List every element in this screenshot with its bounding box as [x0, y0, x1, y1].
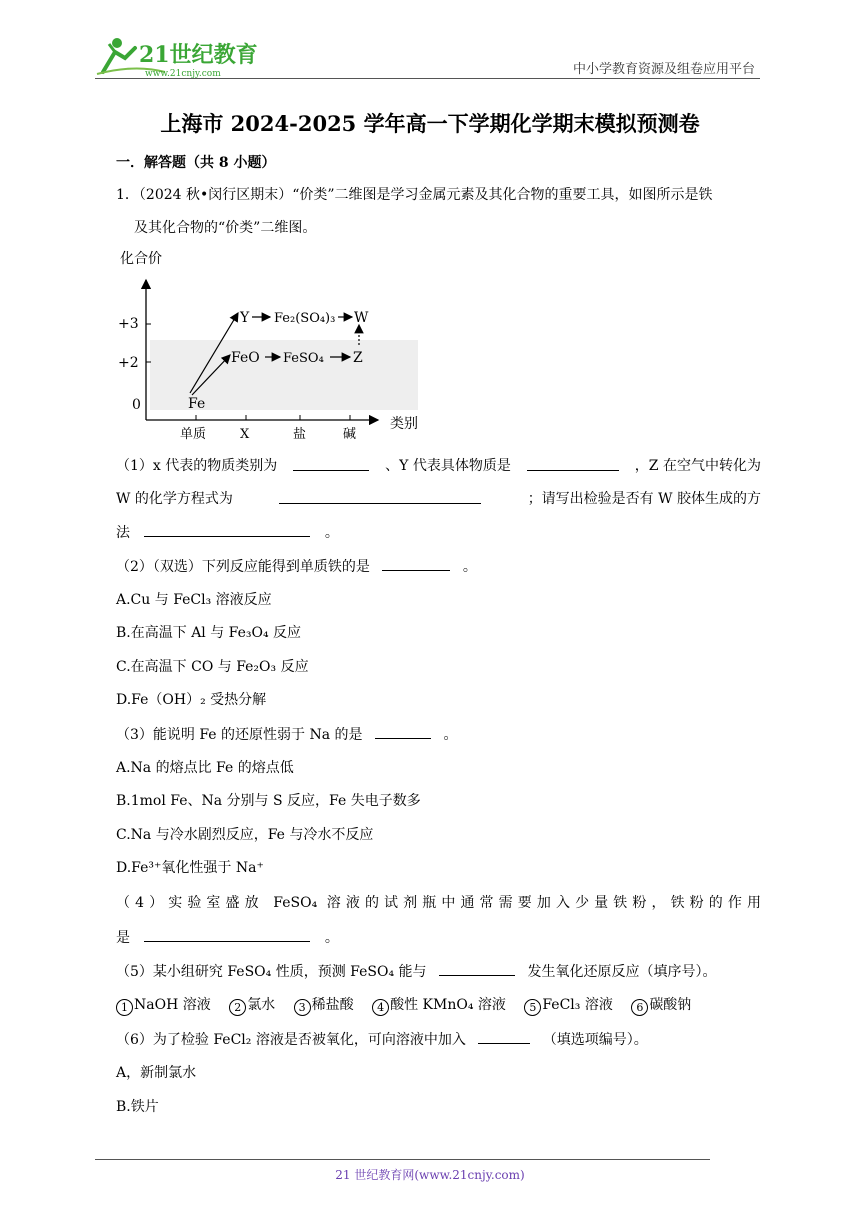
q1-part2-option-a: A.Cu 与 FeCl₃ 溶液反应: [116, 592, 272, 608]
q1-part3-stem: [116, 724, 457, 745]
y-tick-label: +2: [118, 355, 139, 371]
header-platform-text: 中小学教育资源及组卷应用平台: [572, 62, 755, 77]
q1-part2-option-b: B.在高温下 Al 与 Fe₃O₄ 反应: [116, 625, 302, 641]
q1-part1-line3: [116, 522, 339, 543]
y-axis-title: 化合价: [120, 251, 162, 267]
q1-part1-text: （1）x 代表的物质类别为: [116, 458, 278, 474]
answer-blank-part5[interactable]: [439, 961, 515, 976]
x-tick-label: 单质: [180, 427, 207, 442]
q1-part5-option: 氯水: [247, 997, 276, 1013]
q1-part4-line1: （4）实验室盛放 FeSO₄ 溶液的试剂瓶中通常需要加入少量铁粉，铁粉的作用: [116, 895, 761, 911]
logo-url: www.21cnjy.com: [145, 69, 221, 79]
q1-part4-line2: [116, 927, 339, 948]
option-number-badge: 6: [631, 999, 648, 1016]
x-tick-label: 碱: [343, 427, 357, 442]
q1-part1-text: ，Z 在空气中转化为: [634, 458, 761, 474]
node-w: W: [354, 310, 369, 326]
q1-part1-text: 。: [324, 525, 339, 541]
option-number-badge: 4: [372, 999, 389, 1016]
option-number-badge: 3: [294, 999, 311, 1016]
q1-part4-end: 。: [324, 930, 339, 946]
q1-part1-text: 、Y 代表具体物质是: [385, 458, 511, 474]
valence-class-diagram: [110, 245, 430, 445]
q1-part5-text: （5）某小组研究 FeSO₄ 性质，预测 FeSO₄ 能与: [116, 964, 427, 980]
q1-part6-text: （6）为了检验 FeCl₂ 溶液是否被氧化，可向溶液中加入: [116, 1032, 466, 1048]
q1-part6-stem: [116, 1029, 648, 1050]
answer-blank-part4[interactable]: [144, 927, 310, 942]
q1-part2-stem: [116, 556, 477, 577]
q1-part1-line1: [116, 456, 761, 476]
q1-part4-text: 是: [116, 930, 130, 946]
q1-part5-option: 碳酸钠: [649, 997, 692, 1013]
y-tick-label: 0: [132, 397, 141, 413]
node-fe: Fe: [188, 396, 206, 412]
q1-part1-text: ；请写出检验是否有 W 胶体生成的方: [527, 491, 761, 507]
site-logo[interactable]: [95, 34, 260, 80]
node-feso4: FeSO₄: [283, 351, 324, 366]
answer-blank-part6[interactable]: [478, 1029, 530, 1044]
page-title: 上海市 2024-2025 学年高一下学期化学期末模拟预测卷: [160, 111, 700, 136]
option-number-badge: 2: [229, 999, 246, 1016]
q1-part5-stem: [116, 961, 716, 982]
header-divider: [95, 78, 760, 79]
q1-stem-line2: 及其化合物的“价类”二维图。: [134, 220, 317, 236]
x-tick-label: 盐: [293, 427, 307, 442]
q1-part1-text: W 的化学方程式为: [116, 491, 233, 507]
q1-part1-text: 法: [116, 525, 130, 541]
q1-part3-text: （3）能说明 Fe 的还原性弱于 Na 的是: [116, 727, 363, 743]
answer-blank-method[interactable]: [144, 522, 310, 537]
q1-part6-end: （填选项编号）。: [542, 1032, 648, 1048]
q1-part2-option-c: C.在高温下 CO 与 Fe₂O₃ 反应: [116, 659, 309, 675]
q1-part5-end: 发生氧化还原反应（填序号）。: [527, 964, 717, 980]
answer-blank-part3[interactable]: [375, 724, 431, 739]
q1-part3-option-a: A.Na 的熔点比 Fe 的熔点低: [116, 760, 294, 776]
answer-blank-y[interactable]: [527, 456, 619, 471]
q1-part1-line2: [116, 489, 761, 509]
q1-stem-line1: 1．（2024 秋•闵行区期末）“价类”二维图是学习金属元素及其化合物的重要工具，如图所示是铁: [116, 187, 713, 203]
answer-blank-equation[interactable]: [279, 489, 481, 504]
footer-divider: [95, 1159, 710, 1160]
option-number-badge: 5: [524, 999, 541, 1016]
q1-part5-option: FeCl₃ 溶液: [542, 997, 613, 1013]
logo-text: 21世纪教育: [139, 42, 258, 68]
node-fe2so43: Fe₂(SO₄)₃: [274, 311, 336, 326]
node-z: Z: [353, 350, 363, 366]
q1-part2-option-d: D.Fe（OH）₂ 受热分解: [116, 692, 267, 708]
node-feo: FeO: [231, 350, 260, 366]
q1-part2-text: （2）（双选）下列反应能得到单质铁的是: [116, 559, 370, 575]
answer-blank-part2[interactable]: [382, 556, 450, 571]
section-heading: 一．解答题（共 8 小题）: [116, 155, 276, 171]
y-tick-label: +3: [118, 316, 139, 332]
q1-part2-end: 。: [462, 559, 477, 575]
node-y: Y: [240, 310, 250, 326]
q1-part5-options: [116, 995, 691, 1016]
q1-part3-option-c: C.Na 与冷水剧烈反应，Fe 与冷水不反应: [116, 827, 374, 843]
q1-part6-option-a: A，新制氯水: [116, 1065, 197, 1081]
q1-part3-option-b: B.1mol Fe、Na 分别与 S 反应，Fe 失电子数多: [116, 793, 421, 809]
option-number-badge: 1: [116, 999, 133, 1016]
x-axis-title: 类别: [390, 416, 418, 432]
q1-part5-option: 酸性 KMnO₄ 溶液: [390, 997, 506, 1013]
footer-link[interactable]: 21 世纪教育网(www.21cnjy.com): [335, 1168, 525, 1182]
q1-part3-option-d: D.Fe³⁺氧化性强于 Na⁺: [116, 860, 264, 876]
answer-blank-x[interactable]: [293, 456, 369, 471]
q1-part5-option: 稀盐酸: [311, 997, 354, 1013]
q1-part6-option-b: B.铁片: [116, 1099, 159, 1115]
x-tick-label: X: [240, 427, 250, 442]
q1-part5-option: NaOH 溶液: [134, 997, 211, 1013]
q1-part3-end: 。: [443, 727, 458, 743]
